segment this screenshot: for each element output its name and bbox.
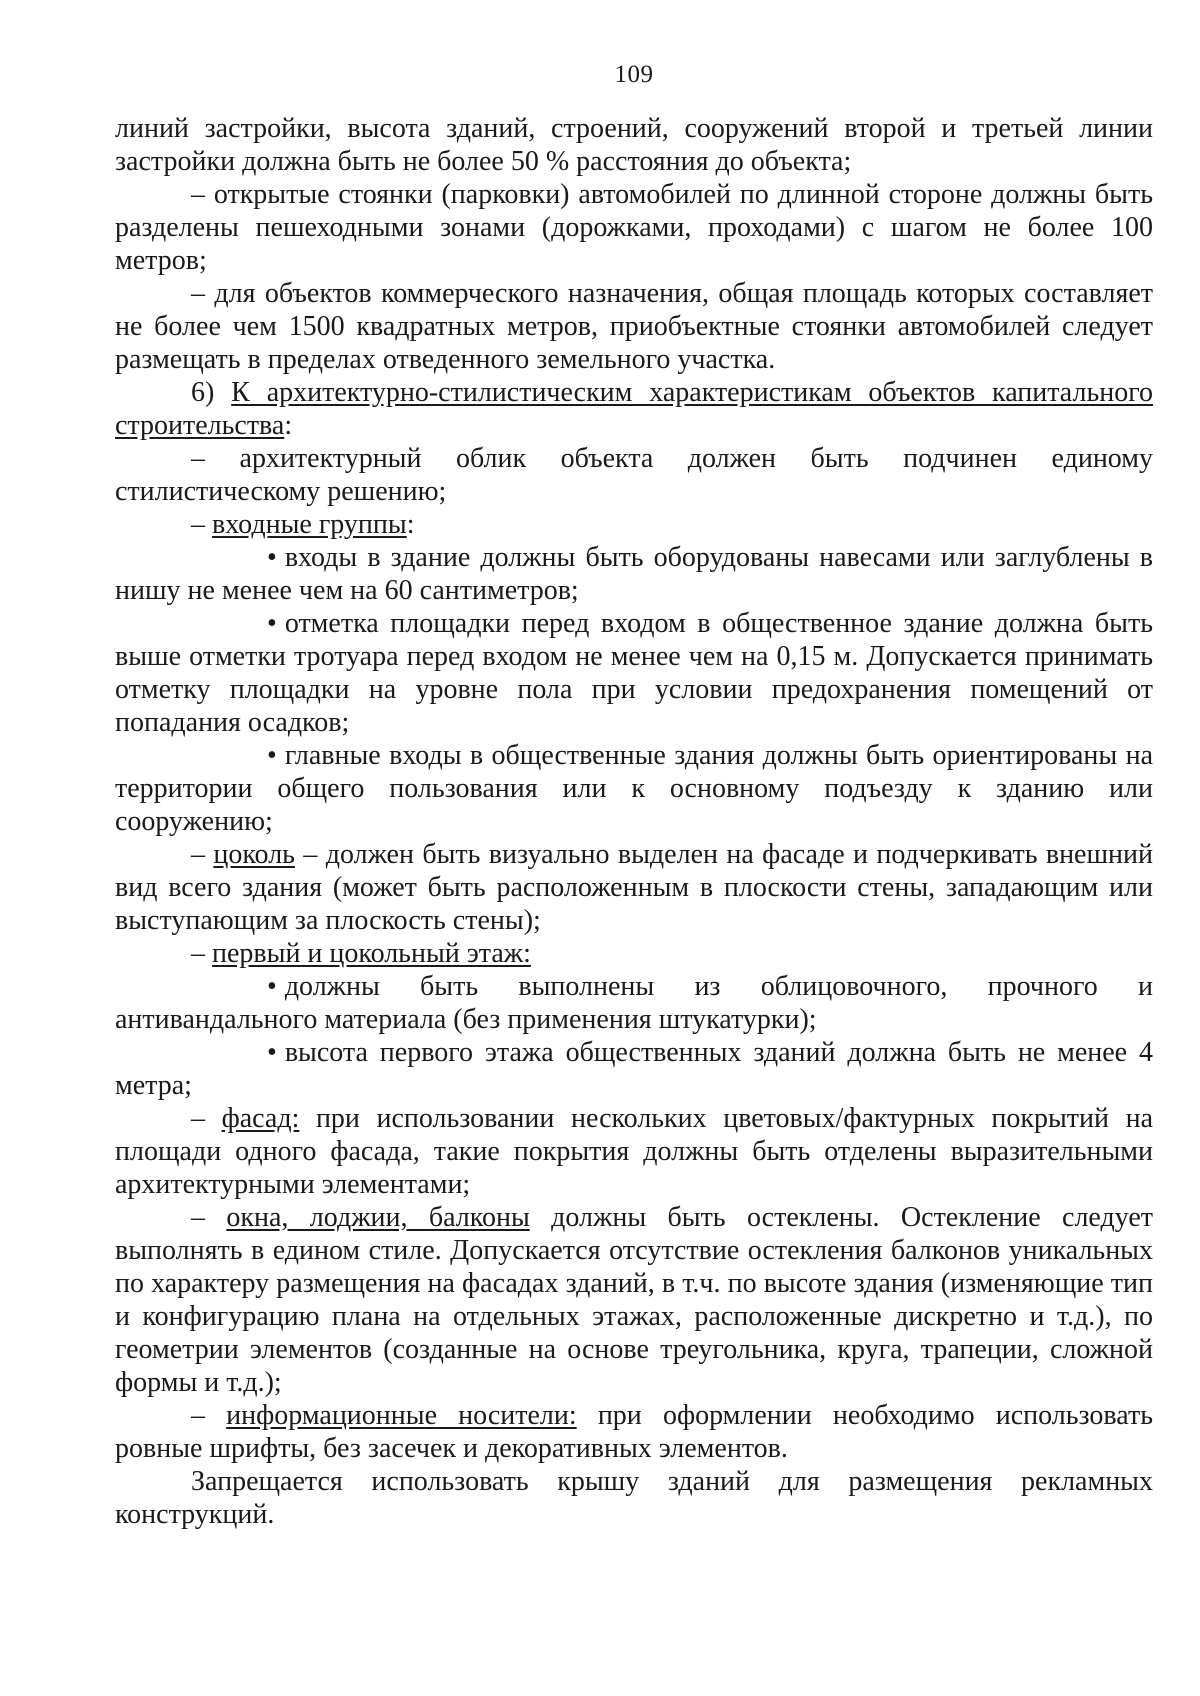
bullet-icon: • [267,971,277,1002]
dash-prefix: – [191,938,212,969]
dash-prefix: – [191,839,214,870]
first-floor-term: первый и цокольный этаж: [212,938,531,969]
paragraph-section-6-heading [115,376,1153,442]
plinth-term: цоколь [213,839,295,870]
facade-text: при использовании нескольких цветовых/фактурных покрытий на площади одного фасада, такие покрытия должны быть отделены выразительными архитектурными элементами; [115,1103,1153,1200]
paragraph-facade [115,1102,1153,1201]
windows-balconies-text: должны быть остеклены. Остекление следует выполнять в едином стиле. Допускается отсутствие остекления балконов уникальных по характеру размещения на фасадах зданий, в т.ч. по высоте здания (изменяющие тип и конфигурацию плана на отдельных этажах, расположенные дискретно и т.д.), по геометрии элементов (созданные на основе треугольника, круга, трапеции, сложной формы и т.д.); [115,1202,1154,1398]
section-6-colon: : [284,410,293,441]
paragraph-windows-balconies [115,1201,1153,1399]
document-page [115,60,1153,1531]
bullet-icon: • [267,542,277,573]
bullet-text: главные входы в общественные здания должны быть ориентированы на территории общего пользования или к основному подъезду к зданию или сооружению; [115,740,1153,837]
bullet-item-floor-height [115,1036,1153,1102]
page-number: 109 [614,61,654,88]
plinth-text: – должен быть визуально выделен на фасаде и подчеркивать внешний вид всего здания (может быть расположенным в плоскости стены, западающим или выступающим за плоскость стены); [115,839,1153,936]
bullet-text: высота первого этажа общественных зданий должна быть не менее 4 метра; [115,1037,1153,1101]
bullet-icon: • [267,608,277,639]
paragraph-entrance-groups-heading [115,508,1153,541]
dash-prefix: – [191,1103,222,1134]
paragraph-plinth [115,838,1153,937]
bullet-item-canopies [115,541,1153,607]
dash-prefix: – [191,509,212,540]
bullet-text: должны быть выполнены из облицовочного, прочного и антивандального материала (без применения штукатурки); [115,971,1153,1035]
bullet-icon: • [267,1037,277,1068]
bullet-item-platform-level [115,607,1153,739]
windows-balconies-term: окна, лоджии, балконы [226,1202,530,1233]
section-6-title: К архитектурно-стилистическим характеристикам объектов капитального строительства [115,377,1153,441]
paragraph-parking-zones: – открытые стоянки (парковки) автомобилей по длинной стороне должны быть разделены пешеходными зонами (дорожками, проходами) с шагом не более 100 метров; [115,179,1153,276]
paragraph-first-floor-heading [115,937,1153,970]
paragraph-architectural-style: – архитектурный облик объекта должен быть подчинен единому стилистическому решению; [115,443,1153,507]
entrance-groups-suffix: : [406,509,415,540]
bullet-item-main-entrances [115,739,1153,838]
dash-prefix: – [191,1400,227,1431]
paragraph-continuation: линий застройки, высота зданий, строений, сооружений второй и третьей линии застройки должна быть не более 50 % расстояния до объекта; [115,113,1153,177]
bullet-item-cladding [115,970,1153,1036]
bullet-text: входы в здание должны быть оборудованы навесами или заглублены в нишу не менее чем на 60 сантиметров; [115,542,1153,606]
information-carriers-text: при оформлении необходимо использовать ровные шрифты, без засечек и декоративных элементов. [115,1400,1153,1464]
bullet-icon: • [267,740,277,771]
section-number: 6) [191,377,232,408]
paragraph-roof-advertising: Запрещается использовать крышу зданий для размещения рекламных конструкций. [115,1466,1153,1530]
bullet-text: отметка площадки перед входом в общественное здание должна быть выше отметки тротуара перед входом не менее чем на 0,15 м. Допускается принимать отметку площадки на уровне пола при условии предохранения помещений от попадания осадков; [115,608,1153,738]
facade-term: фасад: [221,1103,300,1134]
information-carriers-term: информационные носители: [226,1400,577,1431]
paragraph-commercial-parking: – для объектов коммерческого назначения, общая площадь которых составляет не более чем 1500 квадратных метров, приобъектные стоянки автомобилей следует размещать в пределах отведенного земельного участка. [115,278,1153,375]
paragraph-information-carriers [115,1399,1153,1465]
dash-prefix: – [191,1202,227,1233]
entrance-groups-term: входные группы [212,509,407,540]
